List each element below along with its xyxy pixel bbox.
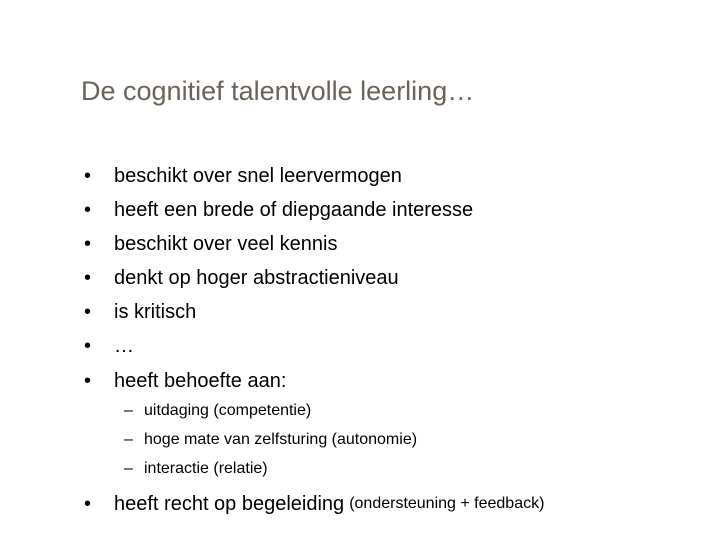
list-item <box>84 368 286 394</box>
bullet-marker: • <box>84 492 92 515</box>
list-item <box>84 333 134 359</box>
list-item-text: beschikt over snel leervermogen <box>114 164 402 187</box>
list-item-text: heeft recht op begeleiding <box>114 492 345 515</box>
bullet-marker: • <box>84 334 92 357</box>
sub-list-item <box>124 429 417 451</box>
list-item <box>84 490 544 518</box>
bullet-marker: • <box>84 266 92 289</box>
bullet-marker: • <box>84 232 92 255</box>
list-item <box>84 299 196 325</box>
dash-marker: – <box>124 431 133 448</box>
list-item <box>84 197 473 223</box>
list-item <box>84 163 402 189</box>
list-item <box>84 231 337 257</box>
sub-list-item-text: uitdaging (competentie) <box>144 402 312 419</box>
slide-title: De cognitief talentvolle leerling… <box>81 76 475 106</box>
bullet-marker: • <box>84 164 92 187</box>
sub-list-item <box>124 458 268 480</box>
sub-list-item-text: hoge mate van zelfsturing (autonomie) <box>144 431 418 448</box>
sub-list-item <box>124 400 311 422</box>
list-item-text: beschikt over veel kennis <box>114 232 338 255</box>
list-item-text: heeft een brede of diepgaande interesse <box>114 198 474 221</box>
list-item <box>84 265 399 291</box>
list-item-text: … <box>114 334 134 357</box>
dash-marker: – <box>124 460 133 477</box>
list-item-detail: (ondersteuning + feedback) <box>349 495 545 512</box>
bullet-marker: • <box>84 198 92 221</box>
dash-marker: – <box>124 402 133 419</box>
list-item-text: is kritisch <box>114 300 197 323</box>
sub-list-item-text: interactie (relatie) <box>144 460 268 477</box>
bullet-marker: • <box>84 300 92 323</box>
list-item-text: heeft behoefte aan: <box>114 369 287 392</box>
list-item-text: denkt op hoger abstractieniveau <box>114 266 399 289</box>
bullet-marker: • <box>84 369 92 392</box>
